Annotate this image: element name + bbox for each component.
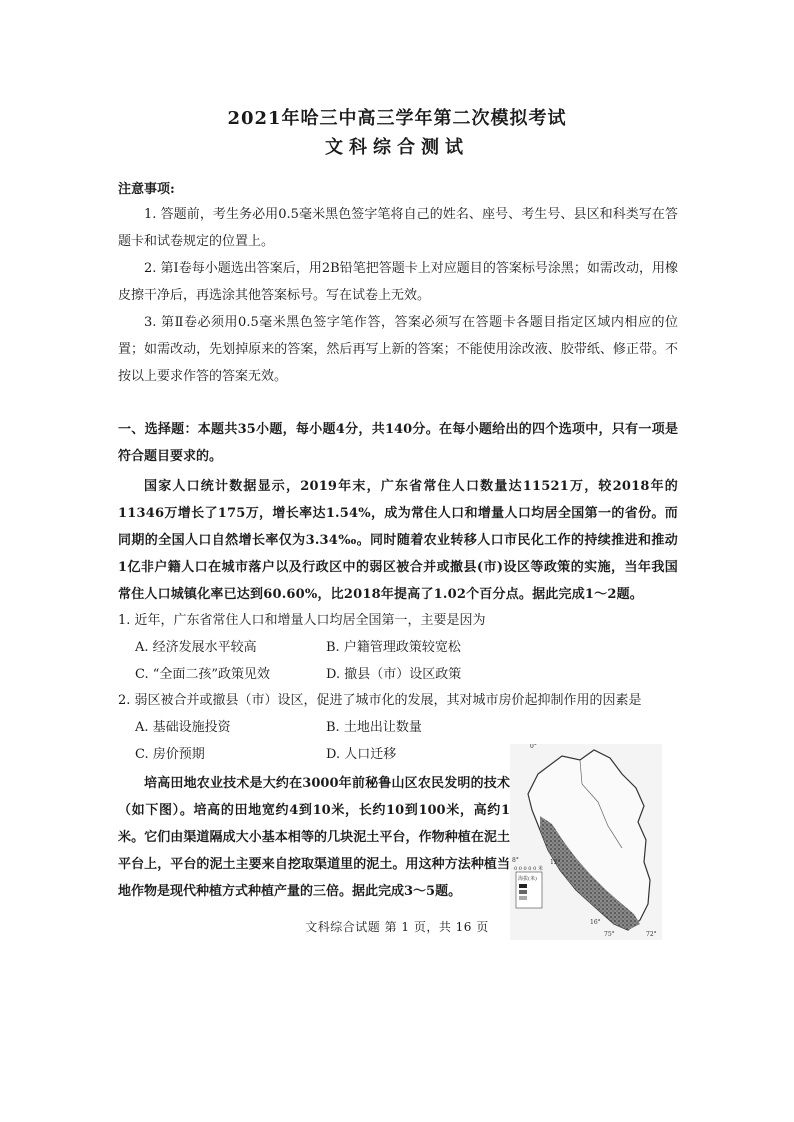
map-label-lat-12: 12° [550,859,561,866]
map-label-lon-75: 75° [604,931,615,938]
notice-item-2: 2. 第Ⅰ卷每小题选出答案后，用2B铅笔把答题卡上对应题目的答案标号涂黑；如需改动，用橡皮擦干净后，再选涂其他答案标号。写在试卷上无效。 [118,261,678,303]
question-2-stem: 2. 弱区被合并或撤县（市）设区，促进了城市化的发展，其对城市房价起抑制作用的因素是 [118,693,642,708]
map-legend-title: 海拔(米) [518,876,537,882]
page-footer: 文科综合试题 第 1 页，共 16 页 [305,920,489,934]
legend-swatch-mid [519,890,527,894]
section-heading: 一、选择题：本题共35小题，每小题4分，共140分。在每小题给出的四个选项中，只有一项是符合题目要求的。 [118,422,678,464]
q2-option-a: A. 基础设施投资 [135,720,231,735]
legend-swatch-low [519,896,527,900]
notice-item-1: 1. 答题前，考生务必用0.5毫米黑色签字笔将自己的姓名、座号、考生号、县区和科类写在答题卡和试卷规定的位置上。 [118,207,678,249]
q1-option-a: A. 经济发展水平较高 [135,640,257,655]
material-passage-1: 国家人口统计数据显示，2019年末，广东省常住人口数量达11521万，较2018年的11346万增长了175万，增长率达1.54%，成为常住人口和增量人口均居全国第一的省份。而同期的全国人口自然增长率仅为3.34‰。同时随着农业转移人口市民化工作的持续推进和推动1亿非户籍人口在城市落户以及行政区中的弱区被合并或撤县(市)设区等政策的实施，当年我国常住人口城镇化率已达到60.60%，比2018年提高了1.02个百分点。据此完成1～2题。 [118,479,678,602]
notice-heading: 注意事项: [118,182,175,197]
map-label-lon-72: 72° [646,931,657,938]
map-label-lat-8: 8° [512,857,519,864]
map-label-lat-16: 16° [590,919,601,926]
exam-subtitle: 文科综合测试 [325,137,469,158]
map-scale-label: 0 0 0 0 0 米 [514,866,543,872]
material-passage-2: 培高田地农业技术是大约在3000年前秘鲁山区农民发明的技术（如下图）。培高的田地宽约4到10米，长约10到100米，高约1米。它们由渠道隔成大小基本相等的几块泥土平台，作物种植在泥土平台上，平台的泥土主要来自挖取渠道里的泥土。用这种方法种植当地作物是现代种植方式种植产量的三倍。据此完成3～5题。 [118,776,510,899]
notice-item-3: 3. 第Ⅱ卷必须用0.5毫米黑色签字笔作答，答案必须写在答题卡各题目指定区域内相应的位置；如需改动，先划掉原来的答案，然后再写上新的答案；不能使用涂改液、胶带纸、修正带。不按以上要求作答的答案无效。 [118,315,678,384]
exam-title: 2021年哈三中高三学年第二次模拟考试 [227,108,567,129]
q1-option-c: C. “全面二孩”政策见效 [135,667,271,682]
q2-option-c: C. 房价预期 [135,747,205,762]
q2-option-d: D. 人口迁移 [326,747,397,762]
q1-option-b: B. 户籍管理政策较宽松 [326,640,461,655]
q2-option-b: B. 土地出让数量 [326,720,422,735]
legend-swatch-high [519,884,527,888]
peru-relief-map [510,744,662,940]
question-1-stem: 1. 近年，广东省常住人口和增量人口均居全国第一，主要是因为 [118,613,486,628]
q1-option-d: D. 撤县（市）设区政策 [326,667,462,682]
map-label-lat-0: 0° [530,744,537,750]
